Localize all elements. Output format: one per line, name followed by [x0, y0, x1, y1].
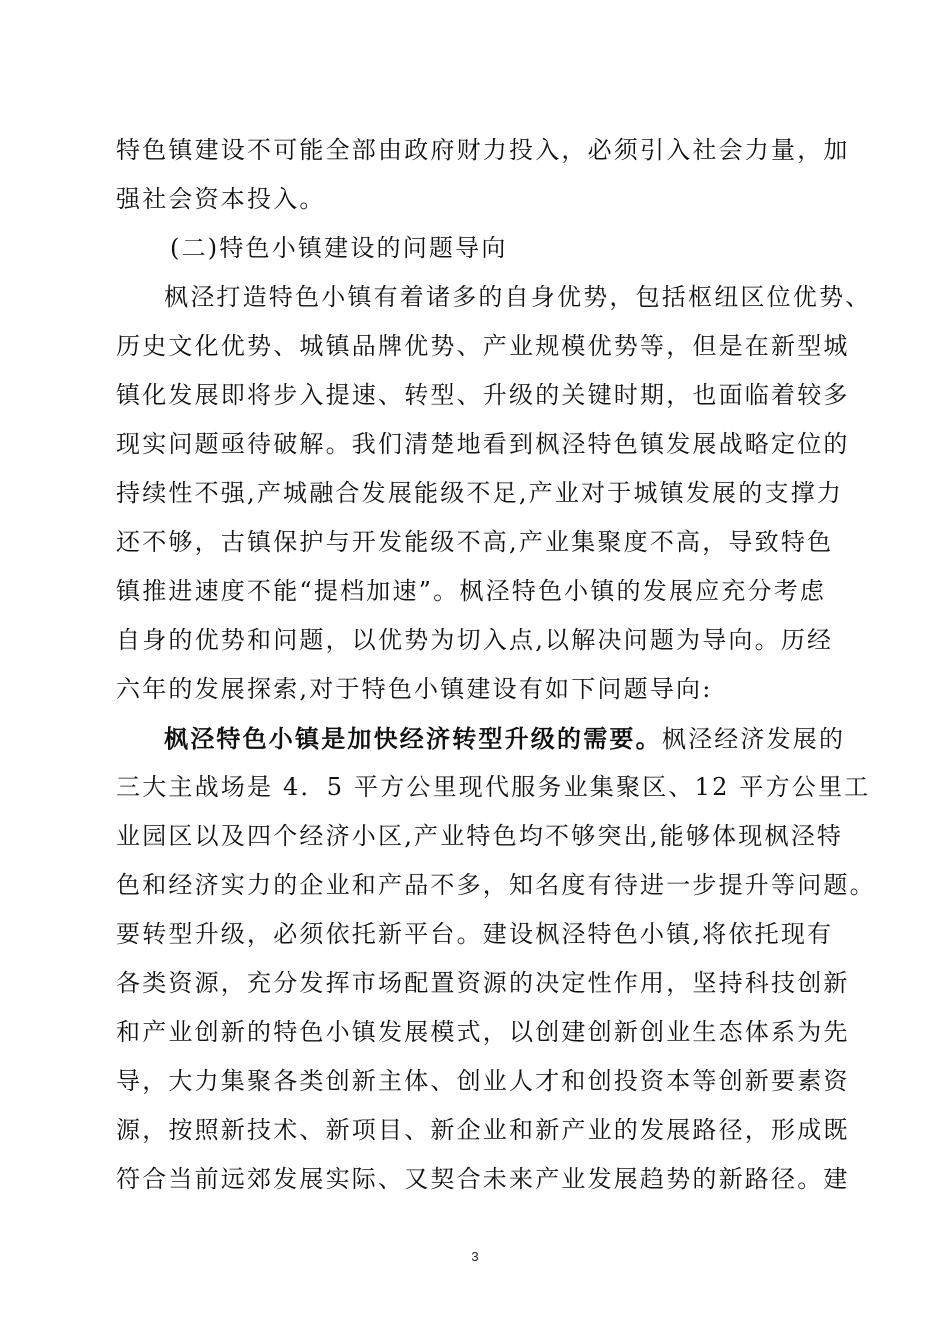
text-line: 镇化发展即将步入提速、转型、升级的关键时期，也面临着较多 — [116, 381, 850, 409]
text-line: 还不够，古镇保护与开发能级不高,产业集聚度不高，导致特色 — [116, 528, 834, 556]
text-line: 三大主战场是 4．5 平方公里现代服务业集聚区、12 平方公里工 — [116, 773, 871, 801]
body-text — [116, 126, 876, 1204]
text-line: 各类资源，充分发挥市场配置资源的决定性作用，坚持科技创新 — [116, 969, 850, 997]
paragraph-lead-bold: 枫泾特色小镇是加快经济转型升级的需要。 — [164, 724, 662, 753]
text-line: 和产业创新的特色小镇发展模式，以创建创新创业生态体系为先 — [116, 1018, 850, 1046]
text-line: 强社会资本投入。 — [116, 185, 326, 213]
text-line: 特色镇建设不可能全部由政府财力投入，必须引入社会力量，加 — [116, 136, 850, 164]
text-line: 自身的优势和问题，以优势为切入点,以解决问题为导向。历经 — [116, 626, 834, 654]
paragraph-lead-line — [116, 714, 846, 763]
text-line: 镇推进速度不能“提档加速”。枫泾特色小镇的发展应充分考虑 — [116, 577, 827, 605]
section-heading: (二)特色小镇建设的问题导向 — [170, 234, 508, 262]
text-line: 色和经济实力的企业和产品不多，知名度有待进一步提升等问题。 — [116, 871, 876, 899]
text-line: 要转型升级，必须依托新平台。建设枫泾特色小镇,将依托现有 — [116, 920, 834, 948]
text-line: 现实问题亟待破解。我们清楚地看到枫泾特色镇发展战略定位的 — [116, 430, 850, 458]
text-line: 历史文化优势、城镇品牌优势、产业规模优势等，但是在新型城 — [116, 332, 850, 360]
text-line: 导，大力集聚各类创新主体、创业人才和创投资本等创新要素资 — [116, 1067, 850, 1095]
text-line: 源，按照新技术、新项目、新企业和新产业的发展路径，形成既 — [116, 1116, 850, 1144]
text-line: 符合当前远郊发展实际、又契合未来产业发展趋势的新路径。建 — [116, 1165, 850, 1193]
text-line: 持续性不强,产城融合发展能级不足,产业对于城镇发展的支撑力 — [116, 479, 844, 507]
text-line: 业园区以及四个经济小区,产业特色均不够突出,能够体现枫泾特 — [116, 822, 844, 850]
page-number: 3 — [471, 1249, 479, 1264]
paragraph-lead-rest: 枫泾经济发展的 — [661, 725, 846, 753]
text-line: 六年的发展探索,对于特色小镇建设有如下问题导向: — [116, 675, 713, 703]
text-line: 枫泾打造特色小镇有着诸多的自身优势，包括枢纽区位优势、 — [164, 283, 872, 311]
